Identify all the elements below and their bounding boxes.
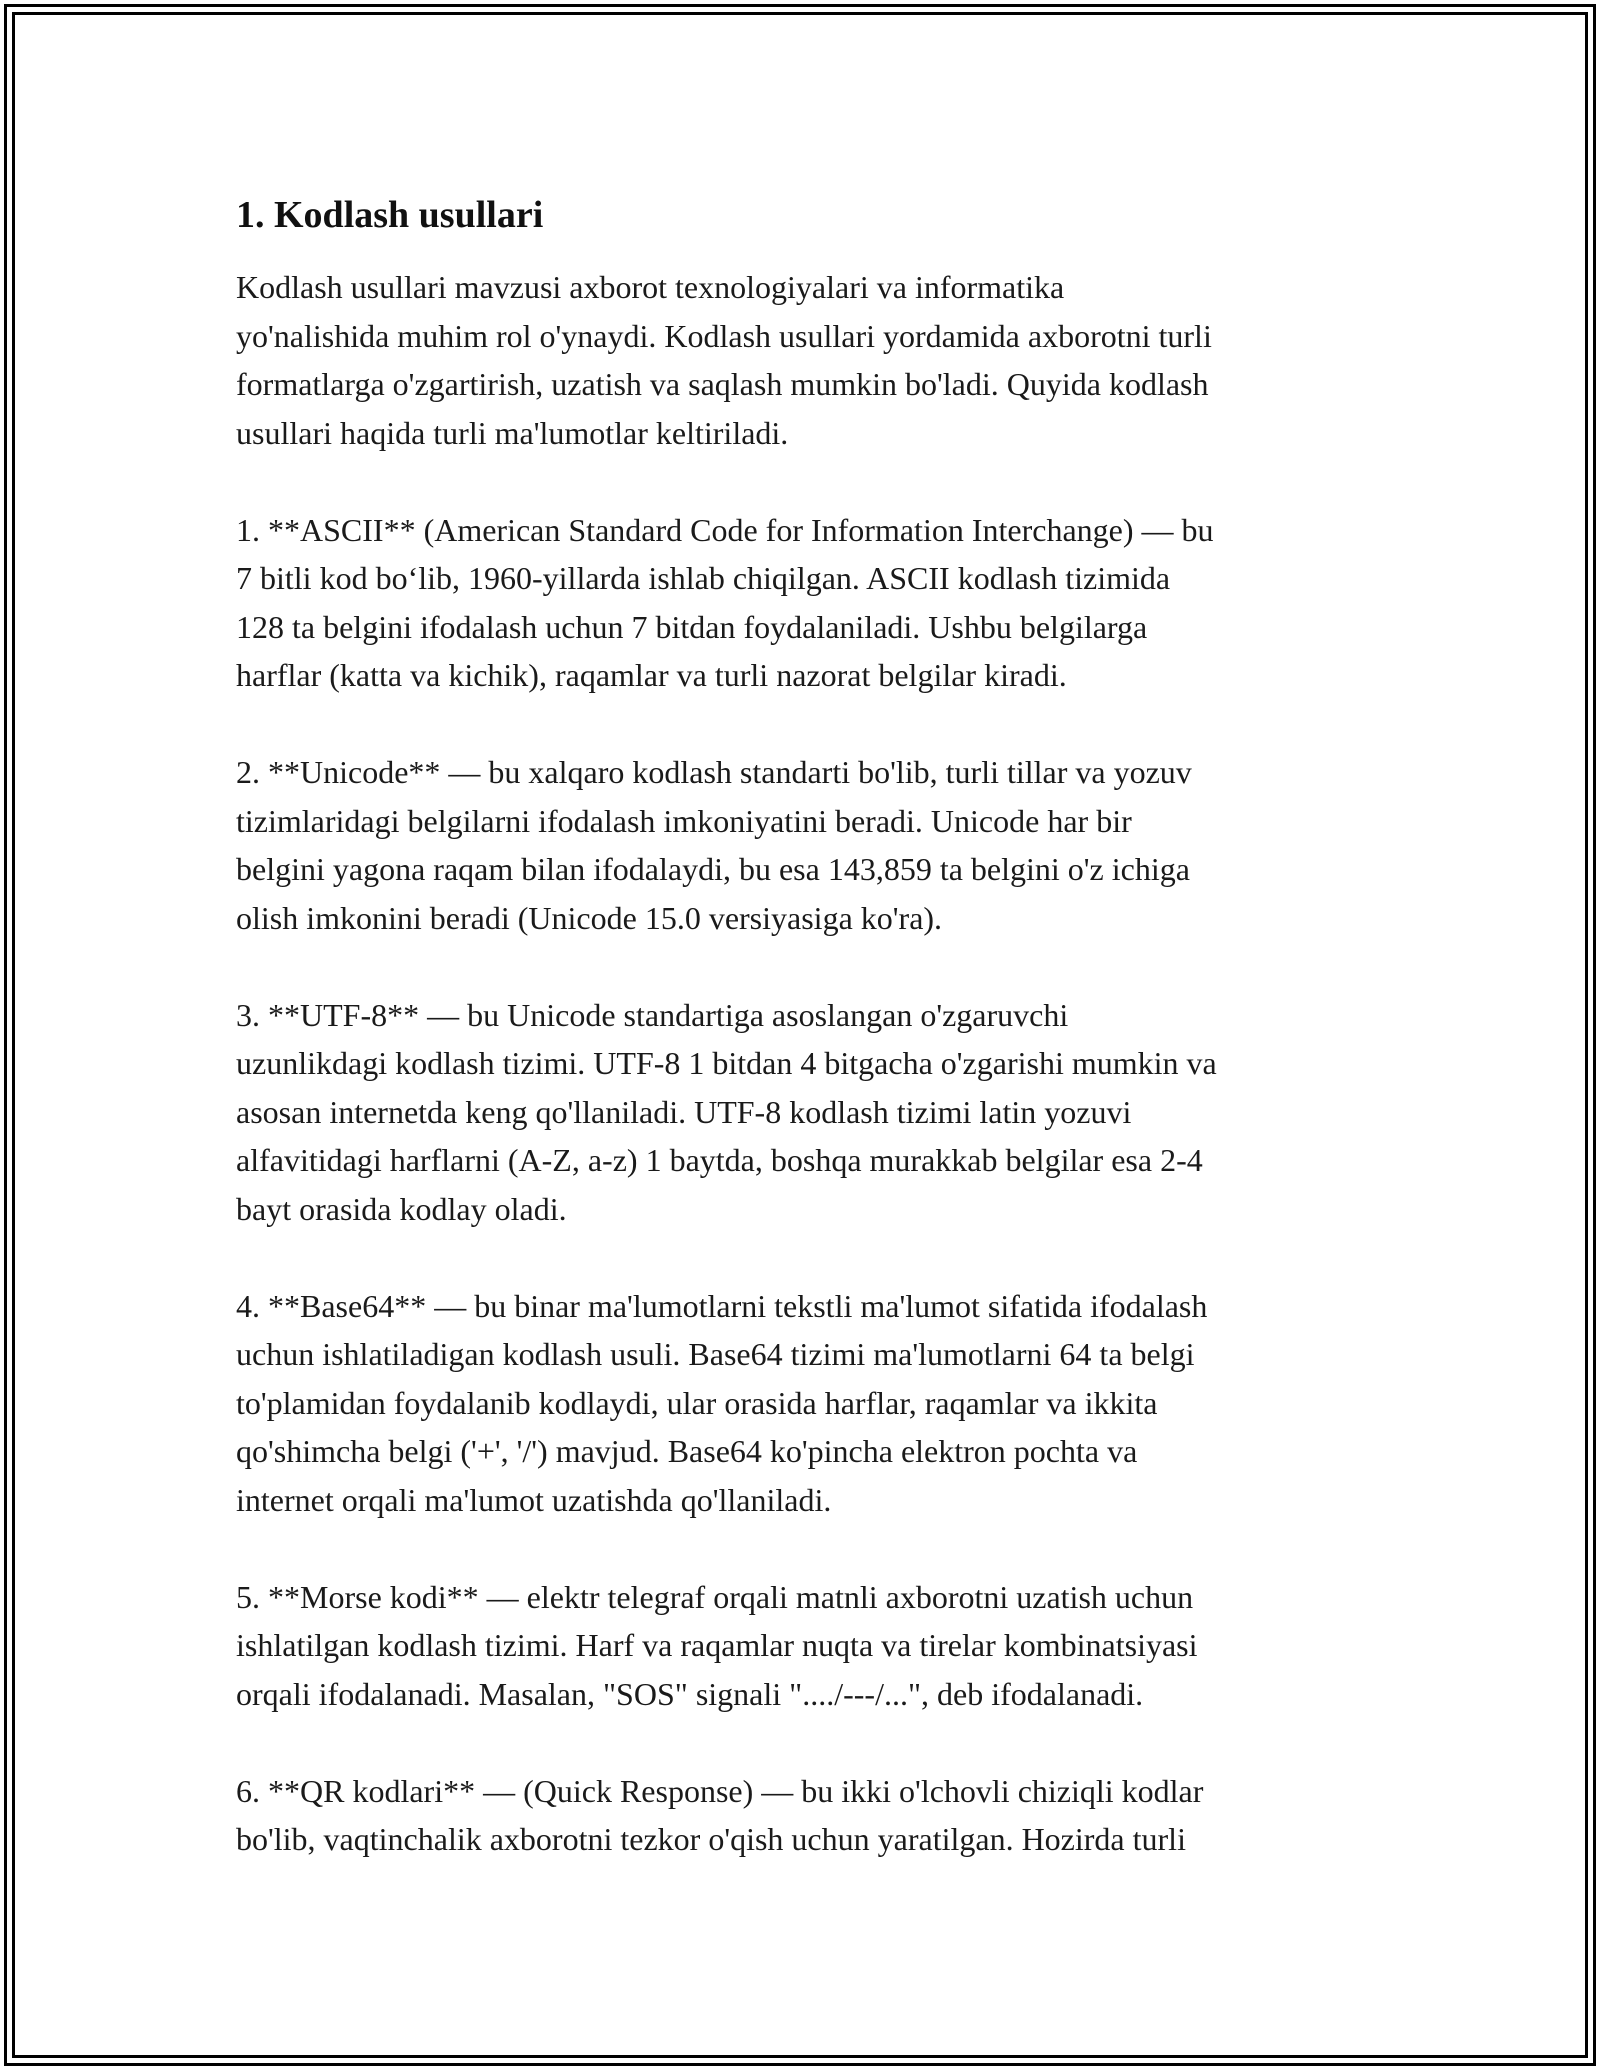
intro-paragraph: Kodlash usullari mavzusi axborot texnologiyalari va informatika yo'nalishida muhim rol o'ynaydi. Kodlash usullari yordamida axborotni turli formatlarga o'zgartirish, uzatish va saqlash mumkin bo'ladi. Quyida kodlash usullari haqida turli ma'lumotlar keltiriladi. bbox=[236, 269, 1212, 451]
item-utf8: 3. **UTF-8** — bu Unicode standartiga asoslangan o'zgaruvchi uzunlikdagi kodlash tizimi. UTF-8 1 bitdan 4 bitgacha o'zgarishi mumkin va asosan internetda keng qo'llaniladi. UTF-8 kodlash tizimi latin yozuvi alfavitidagi harflarni (A-Z, a-z) 1 baytda, boshqa murakkab belgilar esa 2-4 bayt orasida kodlay oladi. bbox=[236, 996, 1217, 1227]
item-base64: 4. **Base64** — bu binar ma'lumotlarni tekstli ma'lumot sifatida ifodalash uchun ishlatiladigan kodlash usuli. Base64 tizimi ma'lumotlarni 64 ta belgi to'plamidan foydalanib kodlaydi, ular orasida harflar, raqamlar va ikkita qo'shimcha belgi ('+', '/') mavjud. Base64 ko'pincha elektron pochta va internet orqali ma'lumot uzatishda qo'llaniladi. bbox=[236, 1287, 1208, 1518]
section-heading: 1. Kodlash usullari bbox=[236, 194, 544, 236]
item-morse: 5. **Morse kodi** — elektr telegraf orqali matnli axborotni uzatish uchun ishlatilgan kodlash tizimi. Harf va raqamlar nuqta va tirelar kombinatsiyasi orqali ifodalanadi. Masalan, "SOS" signali "..../---/...", deb ifodalanadi. bbox=[236, 1578, 1198, 1712]
document-body bbox=[236, 190, 1366, 1864]
item-ascii: 1. **ASCII** (American Standard Code for Information Interchange) — bu 7 bitli kod bo‘lib, 1960-yillarda ishlab chiqilgan. ASCII kodlash tizimida 128 ta belgini ifodalash uchun 7 bitdan foydalaniladi. Ushbu belgilarga harflar (katta va kichik), raqamlar va turli nazorat belgilar kiradi. bbox=[236, 511, 1214, 693]
item-unicode: 2. **Unicode** — bu xalqaro kodlash standarti bo'lib, turli tillar va yozuv tizimlaridagi belgilarni ifodalash imkoniyatini beradi. Unicode har bir belgini yagona raqam bilan ifodalaydi, bu esa 143,859 ta belgini o'z ichiga olish imkonini beradi (Unicode 15.0 versiyasiga ko'ra). bbox=[236, 754, 1192, 936]
item-qr: 6. **QR kodlari** — (Quick Response) — bu ikki o'lchovli chiziqli kodlar bo'lib, vaqtinchalik axborotni tezkor o'qish uchun yaratilgan. Hozirda turli bbox=[236, 1772, 1204, 1857]
